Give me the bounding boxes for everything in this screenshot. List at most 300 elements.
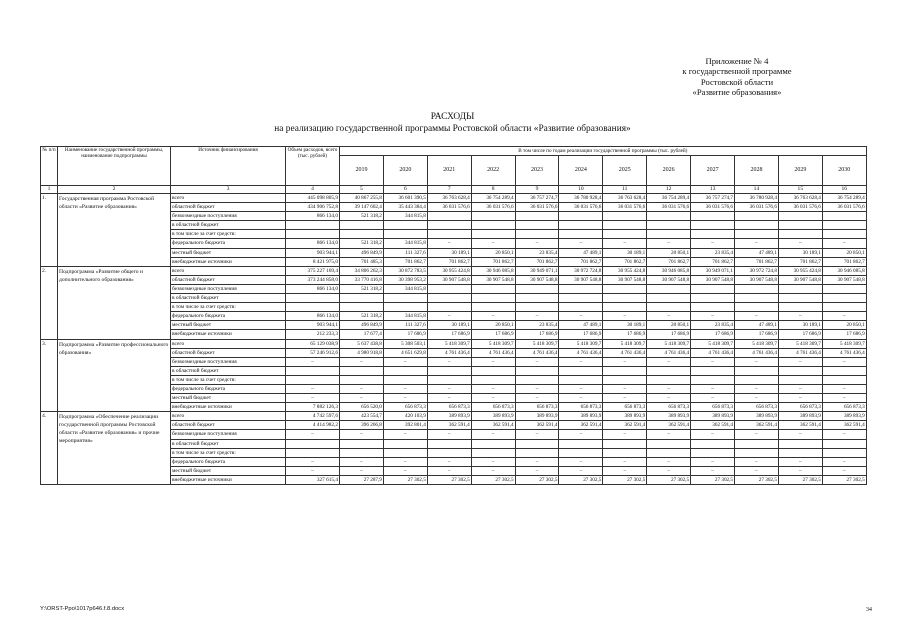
year-value-2027: – (691, 457, 735, 466)
year-value-2021 (427, 366, 471, 375)
year-value-2028 (735, 221, 779, 230)
year-value-2021: 701 862,7 (427, 257, 471, 266)
year-value-2030 (822, 366, 866, 375)
year-value-2023: – (515, 312, 559, 321)
year-value-2024: – (559, 430, 603, 439)
year-value-2026: 362 591,4 (647, 421, 691, 430)
expenses-table (40, 146, 867, 485)
funding-source: всего (171, 194, 286, 203)
year-value-2025 (603, 375, 647, 384)
year-value-2019: 423 554,7 (340, 412, 384, 421)
year-value-2019: 39 147 602,4 (340, 203, 384, 212)
year-value-2028: 47 489,1 (735, 248, 779, 257)
year-value-2024 (559, 439, 603, 448)
year-value-2020: 344 815,8 (383, 239, 427, 248)
year-value-2026 (647, 448, 691, 457)
year-value-2028: – (735, 239, 779, 248)
year-value-2020: 111 327,6 (383, 248, 427, 257)
year-value-2025 (603, 212, 647, 221)
year-value-2020: – (383, 357, 427, 366)
year-value-2025 (603, 303, 647, 312)
year-value-2029 (778, 375, 822, 384)
year-value-2019: – (340, 384, 384, 393)
year-value-2027 (691, 212, 735, 221)
appendix-line-3: Ростовской области (700, 76, 774, 87)
year-value-2022 (471, 284, 515, 293)
year-value-2022: – (471, 239, 515, 248)
year-value-2027 (691, 230, 735, 239)
year-value-2023: 23 835,4 (515, 321, 559, 330)
year-value-2028: 30 972 724,8 (735, 266, 779, 275)
year-value-2030: 30 946 085,8 (822, 266, 866, 275)
year-value-2024: 47 489,1 (559, 321, 603, 330)
total-volume: 7 882 126,3 (286, 403, 340, 412)
year-value-2022: 4 761 436,4 (471, 348, 515, 357)
year-value-2025: 5 418 309,7 (603, 339, 647, 348)
year-value-2030: 36 031 576,6 (822, 203, 866, 212)
year-value-2030: 701 862,7 (822, 257, 866, 266)
year-value-2030 (822, 221, 866, 230)
year-value-2025 (603, 294, 647, 303)
year-value-2023: 4 761 436,4 (515, 348, 559, 357)
total-volume: 375 227 169,4 (286, 266, 340, 275)
year-value-2024: 47 489,1 (559, 248, 603, 257)
funding-source: местный бюджет (171, 466, 286, 475)
funding-source: всего (171, 412, 286, 421)
year-value-2030 (822, 212, 866, 221)
year-value-2019 (340, 366, 384, 375)
year-value-2020: 420 103,9 (383, 412, 427, 421)
year-value-2019 (340, 303, 384, 312)
year-value-2023 (515, 439, 559, 448)
funding-source: в том числе за счет средств: (171, 375, 286, 384)
header-year-2019: 2019 (340, 156, 384, 186)
year-value-2027: 36 757 274,7 (691, 194, 735, 203)
header-years-group: В том числе по годам реализации государственной программы (тыс. рублей) (340, 147, 867, 156)
year-value-2024 (559, 230, 603, 239)
year-value-2021: – (427, 394, 471, 403)
year-value-2030: – (822, 239, 866, 248)
year-value-2026: 389 893,9 (647, 412, 691, 421)
year-value-2022 (471, 212, 515, 221)
column-number-cell: 1 (41, 186, 58, 194)
year-value-2022: 656 873,3 (471, 403, 515, 412)
year-value-2022: 30 946 085,8 (471, 266, 515, 275)
year-value-2023: – (515, 457, 559, 466)
year-value-2029: 30 189,1 (778, 321, 822, 330)
year-value-2026 (647, 366, 691, 375)
column-number-cell: 7 (427, 186, 471, 194)
year-value-2022: – (471, 384, 515, 393)
funding-source: безвозмездные поступления (171, 212, 286, 221)
table-row (41, 412, 867, 421)
year-value-2020: 30 872 783,5 (383, 266, 427, 275)
table-row (41, 266, 867, 275)
total-volume: 65 129 038,9 (286, 339, 340, 348)
year-value-2029: 17 686,9 (778, 330, 822, 339)
year-value-2028 (735, 212, 779, 221)
year-value-2021: 30 189,1 (427, 321, 471, 330)
total-volume: 903 944,1 (286, 248, 340, 257)
year-value-2027 (691, 366, 735, 375)
year-value-2025: 701 862,7 (603, 257, 647, 266)
year-value-2029: 656 873,3 (778, 403, 822, 412)
year-value-2020: 17 686,9 (383, 330, 427, 339)
column-number-cell: 6 (383, 186, 427, 194)
year-value-2029 (778, 221, 822, 230)
year-value-2030: 389 893,9 (822, 412, 866, 421)
year-value-2022: 27 302,5 (471, 475, 515, 484)
funding-source: местный бюджет (171, 248, 286, 257)
year-value-2022: 362 591,4 (471, 421, 515, 430)
year-value-2029 (778, 284, 822, 293)
year-value-2024: 36 780 928,4 (559, 194, 603, 203)
year-value-2029: – (778, 357, 822, 366)
year-value-2021: 4 761 436,4 (427, 348, 471, 357)
year-value-2021 (427, 230, 471, 239)
year-value-2021 (427, 439, 471, 448)
year-value-2025: 4 761 436,4 (603, 348, 647, 357)
appendix-line-4: «Развитие образования» (692, 86, 782, 97)
year-value-2027: – (691, 239, 735, 248)
year-value-2023: 23 835,4 (515, 248, 559, 257)
funding-source: внебюджетные источники (171, 403, 286, 412)
total-volume (286, 221, 340, 230)
year-value-2020: 30 398 953,2 (383, 275, 427, 284)
year-value-2029 (778, 230, 822, 239)
year-value-2029: 30 189,1 (778, 248, 822, 257)
year-value-2026: 4 761 436,4 (647, 348, 691, 357)
year-value-2023 (515, 366, 559, 375)
year-value-2025: 30 189,1 (603, 321, 647, 330)
year-value-2020 (383, 366, 427, 375)
document-title: РАСХОДЫ (430, 112, 475, 122)
year-value-2020: – (383, 384, 427, 393)
year-value-2020 (383, 294, 427, 303)
section-number: 2. (41, 266, 58, 339)
total-volume: 373 244 858,0 (286, 275, 340, 284)
total-volume (286, 294, 340, 303)
year-value-2025: – (603, 466, 647, 475)
year-value-2020: – (383, 457, 427, 466)
funding-source: безвозмездные поступления (171, 430, 286, 439)
column-number-cell: 16 (822, 186, 866, 194)
year-value-2021: – (427, 357, 471, 366)
year-value-2020 (383, 303, 427, 312)
year-value-2030: – (822, 384, 866, 393)
year-value-2024 (559, 366, 603, 375)
year-value-2024: – (559, 312, 603, 321)
funding-source: всего (171, 339, 286, 348)
year-value-2021: 656 873,3 (427, 403, 471, 412)
year-value-2027: – (691, 384, 735, 393)
funding-source: областной бюджет (171, 203, 286, 212)
year-value-2020: 35 443 384,4 (383, 203, 427, 212)
year-value-2023: 36 757 274,7 (515, 194, 559, 203)
year-value-2028: 5 418 309,7 (735, 339, 779, 348)
column-number-cell: 9 (515, 186, 559, 194)
year-value-2029: – (778, 312, 822, 321)
year-value-2030: – (822, 457, 866, 466)
year-value-2021: 30 189,1 (427, 248, 471, 257)
funding-source: безвозмездные поступления (171, 284, 286, 293)
year-value-2025: – (603, 312, 647, 321)
total-volume: 866 134,0 (286, 212, 340, 221)
year-value-2027 (691, 284, 735, 293)
year-value-2022 (471, 448, 515, 457)
year-value-2022 (471, 439, 515, 448)
year-value-2024 (559, 448, 603, 457)
year-value-2029: 5 418 309,7 (778, 339, 822, 348)
year-value-2022: 30 907 548,8 (471, 275, 515, 284)
year-value-2027: – (691, 394, 735, 403)
total-volume (286, 303, 340, 312)
year-value-2030 (822, 230, 866, 239)
year-value-2023 (515, 284, 559, 293)
header-source: Источник финансирования (171, 147, 286, 186)
year-value-2019 (340, 375, 384, 384)
year-value-2029: 4 761 436,4 (778, 348, 822, 357)
year-value-2029: 36 763 628,4 (778, 194, 822, 203)
funding-source: областной бюджет (171, 348, 286, 357)
year-value-2024: 4 761 436,4 (559, 348, 603, 357)
year-value-2030 (822, 294, 866, 303)
total-volume: 57 246 912,6 (286, 348, 340, 357)
year-value-2019 (340, 221, 384, 230)
year-value-2025: 389 893,9 (603, 412, 647, 421)
year-value-2024 (559, 284, 603, 293)
year-value-2021: 36 031 576,6 (427, 203, 471, 212)
year-value-2028: – (735, 312, 779, 321)
year-value-2028 (735, 303, 779, 312)
year-value-2027: 23 835,4 (691, 248, 735, 257)
year-value-2020: – (383, 466, 427, 475)
year-value-2028: 17 686,9 (735, 330, 779, 339)
year-value-2026: 27 302,5 (647, 475, 691, 484)
header-year-2022: 2022 (471, 156, 515, 186)
year-value-2027: – (691, 430, 735, 439)
year-value-2026: 5 418 309,7 (647, 339, 691, 348)
section-number: 3. (41, 339, 58, 412)
year-value-2027: – (691, 312, 735, 321)
year-value-2019: 521 318,2 (340, 212, 384, 221)
year-value-2020 (383, 230, 427, 239)
year-value-2027: – (691, 466, 735, 475)
total-volume (286, 375, 340, 384)
year-value-2025: 362 591,4 (603, 421, 647, 430)
header-year-2027: 2027 (691, 156, 735, 186)
year-value-2022: – (471, 430, 515, 439)
year-value-2019: 496 849,9 (340, 248, 384, 257)
year-value-2028: 656 873,3 (735, 403, 779, 412)
year-value-2028: 389 893,9 (735, 412, 779, 421)
year-value-2020: 344 815,8 (383, 284, 427, 293)
year-value-2026: 20 850,1 (647, 321, 691, 330)
year-value-2025: 17 686,9 (603, 330, 647, 339)
year-value-2026: 36 754 289,4 (647, 194, 691, 203)
year-value-2026 (647, 221, 691, 230)
year-value-2023: 362 591,4 (515, 421, 559, 430)
year-value-2027 (691, 221, 735, 230)
page-number: 34 (865, 606, 872, 613)
year-value-2024: 17 686,9 (559, 330, 603, 339)
funding-source: в областной бюджет (171, 294, 286, 303)
header-no: № п/п (41, 147, 58, 186)
table-row (41, 194, 867, 203)
year-value-2028 (735, 294, 779, 303)
year-value-2022: – (471, 457, 515, 466)
funding-source: в том числе за счет средств: (171, 303, 286, 312)
year-value-2022: 701 862,7 (471, 257, 515, 266)
year-value-2021 (427, 375, 471, 384)
column-number-cell: 11 (603, 186, 647, 194)
year-value-2025: 27 302,5 (603, 475, 647, 484)
year-value-2020: – (383, 430, 427, 439)
header-year-2025: 2025 (603, 156, 647, 186)
program-name: Подпрограмма «Обеспечение реализации государственной программы Ростовской области «Развитие образования» и прочие мероприятия» (58, 412, 171, 485)
year-value-2022: – (471, 312, 515, 321)
year-value-2028: – (735, 457, 779, 466)
year-value-2024: 656 873,3 (559, 403, 603, 412)
year-value-2020 (383, 221, 427, 230)
year-value-2025 (603, 230, 647, 239)
year-value-2027: 701 862,7 (691, 257, 735, 266)
year-value-2019: 27 287,9 (340, 475, 384, 484)
table-row (41, 339, 867, 348)
year-value-2024: 36 031 576,6 (559, 203, 603, 212)
year-value-2020 (383, 439, 427, 448)
year-value-2021: 389 893,9 (427, 412, 471, 421)
year-value-2021: 5 418 309,7 (427, 339, 471, 348)
year-value-2023 (515, 448, 559, 457)
total-volume: – (286, 394, 340, 403)
year-value-2028 (735, 439, 779, 448)
year-value-2021: – (427, 384, 471, 393)
year-value-2024: 362 591,4 (559, 421, 603, 430)
funding-source: в областной бюджет (171, 366, 286, 375)
year-value-2023: – (515, 394, 559, 403)
year-value-2026: 30 946 085,8 (647, 266, 691, 275)
year-value-2023: – (515, 466, 559, 475)
year-value-2029: – (778, 457, 822, 466)
year-value-2027 (691, 375, 735, 384)
total-volume: 4 742 597,6 (286, 412, 340, 421)
column-number-cell: 10 (559, 186, 603, 194)
year-value-2019: 4 980 918,8 (340, 348, 384, 357)
total-volume (286, 439, 340, 448)
year-value-2022: 5 418 309,7 (471, 339, 515, 348)
year-value-2023 (515, 303, 559, 312)
header-year-2028: 2028 (735, 156, 779, 186)
year-value-2023 (515, 375, 559, 384)
year-value-2028: 47 489,1 (735, 321, 779, 330)
year-value-2026: 36 031 576,6 (647, 203, 691, 212)
year-value-2026 (647, 303, 691, 312)
year-value-2024 (559, 375, 603, 384)
year-value-2029: 701 862,7 (778, 257, 822, 266)
year-value-2025: – (603, 457, 647, 466)
year-value-2019: – (340, 394, 384, 403)
year-value-2025: 36 763 628,4 (603, 194, 647, 203)
year-value-2024 (559, 303, 603, 312)
year-value-2030 (822, 439, 866, 448)
year-value-2024 (559, 221, 603, 230)
year-value-2020 (383, 375, 427, 384)
column-number-cell: 4 (286, 186, 340, 194)
year-value-2020: 4 651 629,8 (383, 348, 427, 357)
year-value-2019: 40 867 255,8 (340, 194, 384, 203)
year-value-2021 (427, 303, 471, 312)
year-value-2025: 30 189,1 (603, 248, 647, 257)
year-value-2027: 30 949 071,1 (691, 266, 735, 275)
year-value-2027: – (691, 357, 735, 366)
year-value-2022 (471, 221, 515, 230)
year-value-2024: 389 893,9 (559, 412, 603, 421)
year-value-2026: 20 850,1 (647, 248, 691, 257)
header-year-2026: 2026 (647, 156, 691, 186)
year-value-2026: 30 907 548,8 (647, 275, 691, 284)
year-value-2023: 36 031 576,6 (515, 203, 559, 212)
year-value-2023 (515, 294, 559, 303)
total-volume: 866 134,0 (286, 312, 340, 321)
year-value-2022 (471, 303, 515, 312)
funding-source: в том числе за счет средств: (171, 230, 286, 239)
funding-source: внебюджетные источники (171, 257, 286, 266)
year-value-2021: – (427, 312, 471, 321)
total-volume: 866 134,0 (286, 284, 340, 293)
year-value-2030: 17 686,9 (822, 330, 866, 339)
year-value-2024: – (559, 466, 603, 475)
year-value-2022: 20 850,1 (471, 248, 515, 257)
year-value-2021 (427, 212, 471, 221)
column-number-cell: 2 (58, 186, 171, 194)
year-value-2019: – (340, 466, 384, 475)
year-value-2029: 27 302,5 (778, 475, 822, 484)
year-value-2027: 656 873,3 (691, 403, 735, 412)
header-year-2030: 2030 (822, 156, 866, 186)
funding-source: в том числе за счет средств: (171, 448, 286, 457)
year-value-2022 (471, 294, 515, 303)
year-value-2019: 496 849,9 (340, 321, 384, 330)
footer-file-path: Y:\ORST-Ppo\1017p646.f.8.docx (40, 606, 125, 612)
year-value-2028 (735, 284, 779, 293)
year-value-2030: – (822, 394, 866, 403)
year-value-2019: 521 318,2 (340, 239, 384, 248)
year-value-2023: 27 302,5 (515, 475, 559, 484)
year-value-2029 (778, 439, 822, 448)
year-value-2029: 36 031 576,6 (778, 203, 822, 212)
year-value-2019: 656 520,0 (340, 403, 384, 412)
year-value-2025: 656 873,3 (603, 403, 647, 412)
section-number: 1. (41, 194, 58, 267)
year-value-2025: – (603, 357, 647, 366)
year-value-2020: 111 327,6 (383, 321, 427, 330)
funding-source: в областной бюджет (171, 221, 286, 230)
total-volume: – (286, 384, 340, 393)
year-value-2021 (427, 448, 471, 457)
year-value-2024: – (559, 394, 603, 403)
year-value-2027: 17 686,9 (691, 330, 735, 339)
year-value-2027 (691, 448, 735, 457)
total-volume: 4 414 982,2 (286, 421, 340, 430)
year-value-2028: – (735, 430, 779, 439)
year-value-2019 (340, 439, 384, 448)
year-value-2029 (778, 448, 822, 457)
total-volume (286, 448, 340, 457)
year-value-2023 (515, 230, 559, 239)
funding-source: внебюджетные источники (171, 475, 286, 484)
year-value-2020: 5 308 503,1 (383, 339, 427, 348)
